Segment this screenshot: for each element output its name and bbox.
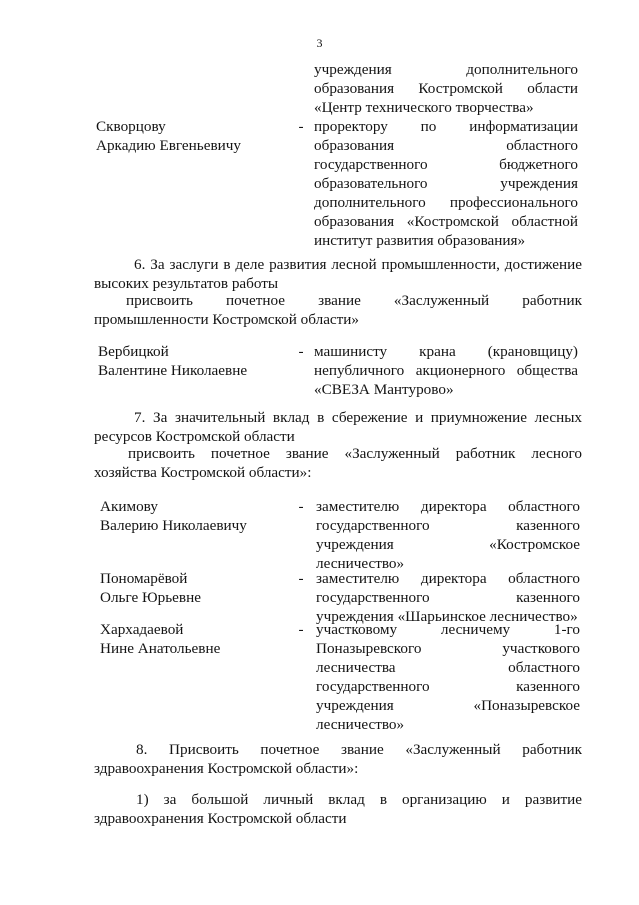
continuation-position <box>314 60 578 117</box>
paragraph-line: здравоохранения Костромской области»: <box>94 760 359 777</box>
position-line: непубличного акционерного общества <box>314 362 578 379</box>
awardee-name <box>100 569 290 607</box>
paragraph-line: здравоохранения Костромской области <box>94 810 347 827</box>
paragraph-line: 6. За заслуги в деле развития лесной промышленности, достижение <box>134 256 582 273</box>
dash-separator: - <box>298 621 304 638</box>
paragraph-line: хозяйства Костромской области»: <box>94 464 312 481</box>
section-8-sub1 <box>94 790 582 828</box>
position-line: заместителю директора областного <box>316 498 580 515</box>
position-line: институт развития образования» <box>314 232 526 249</box>
position-line: образовательного учреждения <box>314 175 578 192</box>
dash-separator: - <box>298 570 304 587</box>
position-line: проректору по информатизации <box>314 118 578 135</box>
section-6-heading <box>94 255 582 293</box>
position-line: учреждения «Костромское <box>316 536 580 553</box>
awardee-position <box>314 117 578 250</box>
position-line: государственного казенного <box>316 589 580 606</box>
given-names: Нине Анатольевне <box>100 640 221 657</box>
awardee-position <box>316 620 580 734</box>
dash-separator: - <box>298 118 304 135</box>
position-line: государственного бюджетного <box>314 156 578 173</box>
position-line: государственного казенного <box>316 678 580 695</box>
dash-separator: - <box>298 343 304 360</box>
position-line: государственного казенного <box>316 517 580 534</box>
position-line: «СВЕЗА Мантурово» <box>314 381 454 398</box>
paragraph-line: присвоить почетное звание «Заслуженный работник <box>126 292 582 309</box>
surname: Пономарёвой <box>100 570 188 587</box>
position-line: образования областного <box>314 137 578 154</box>
page-number: 3 <box>316 36 323 50</box>
position-line: учреждения «Поназыревское <box>316 697 580 714</box>
position-line: лесничество» <box>316 716 405 733</box>
position-line: лесничества областного <box>316 659 580 676</box>
awardee-name <box>96 117 286 155</box>
paragraph-line: ресурсов Костромской области <box>94 428 295 445</box>
surname: Скворцову <box>96 118 166 135</box>
section-6-assign <box>94 291 582 329</box>
position-line: «Центр технического творчества» <box>314 99 534 116</box>
awardee-position <box>316 569 580 626</box>
position-line: учреждения дополнительного <box>314 61 578 78</box>
awardee-name <box>100 497 290 535</box>
awardee-position <box>316 497 580 573</box>
position-line: заместителю директора областного <box>316 570 580 587</box>
awardee-name <box>98 342 288 380</box>
position-line: Поназыревского участкового <box>316 640 580 657</box>
surname: Вербицкой <box>98 343 169 360</box>
section-7-heading <box>94 408 582 446</box>
paragraph-line: 1) за большой личный вклад в организацию и развитие <box>136 791 582 808</box>
given-names: Валерию Николаевичу <box>100 517 247 534</box>
surname: Хархадаевой <box>100 621 184 638</box>
position-line: участковому лесничему 1-го <box>316 621 580 638</box>
paragraph-line: промышленности Костромской области» <box>94 311 360 328</box>
paragraph-line: 7. За значительный вклад в сбережение и приумножение лесных <box>134 409 582 426</box>
given-names: Валентине Николаевне <box>98 362 248 379</box>
position-line: образования «Костромской областной <box>314 213 578 230</box>
section-8-heading <box>94 740 582 778</box>
position-line: лесничество» <box>316 555 405 572</box>
paragraph-line: присвоить почетное звание «Заслуженный работник лесного <box>128 445 582 462</box>
position-line: учреждения «Шарьинское лесничество» <box>316 608 578 625</box>
awardee-position <box>314 342 578 399</box>
paragraph-line: 8. Присвоить почетное звание «Заслуженный работник <box>136 741 582 758</box>
position-line: образования Костромской области <box>314 80 578 97</box>
surname: Акимову <box>100 498 158 515</box>
dash-separator: - <box>298 498 304 515</box>
given-names: Аркадию Евгеньевичу <box>96 137 241 154</box>
position-line: машинисту крана (крановщицу) <box>314 343 578 360</box>
position-line: дополнительного профессионального <box>314 194 578 211</box>
awardee-name <box>100 620 290 658</box>
section-7-assign <box>94 444 582 482</box>
paragraph-line: высоких результатов работы <box>94 275 279 292</box>
given-names: Ольге Юрьевне <box>100 589 201 606</box>
